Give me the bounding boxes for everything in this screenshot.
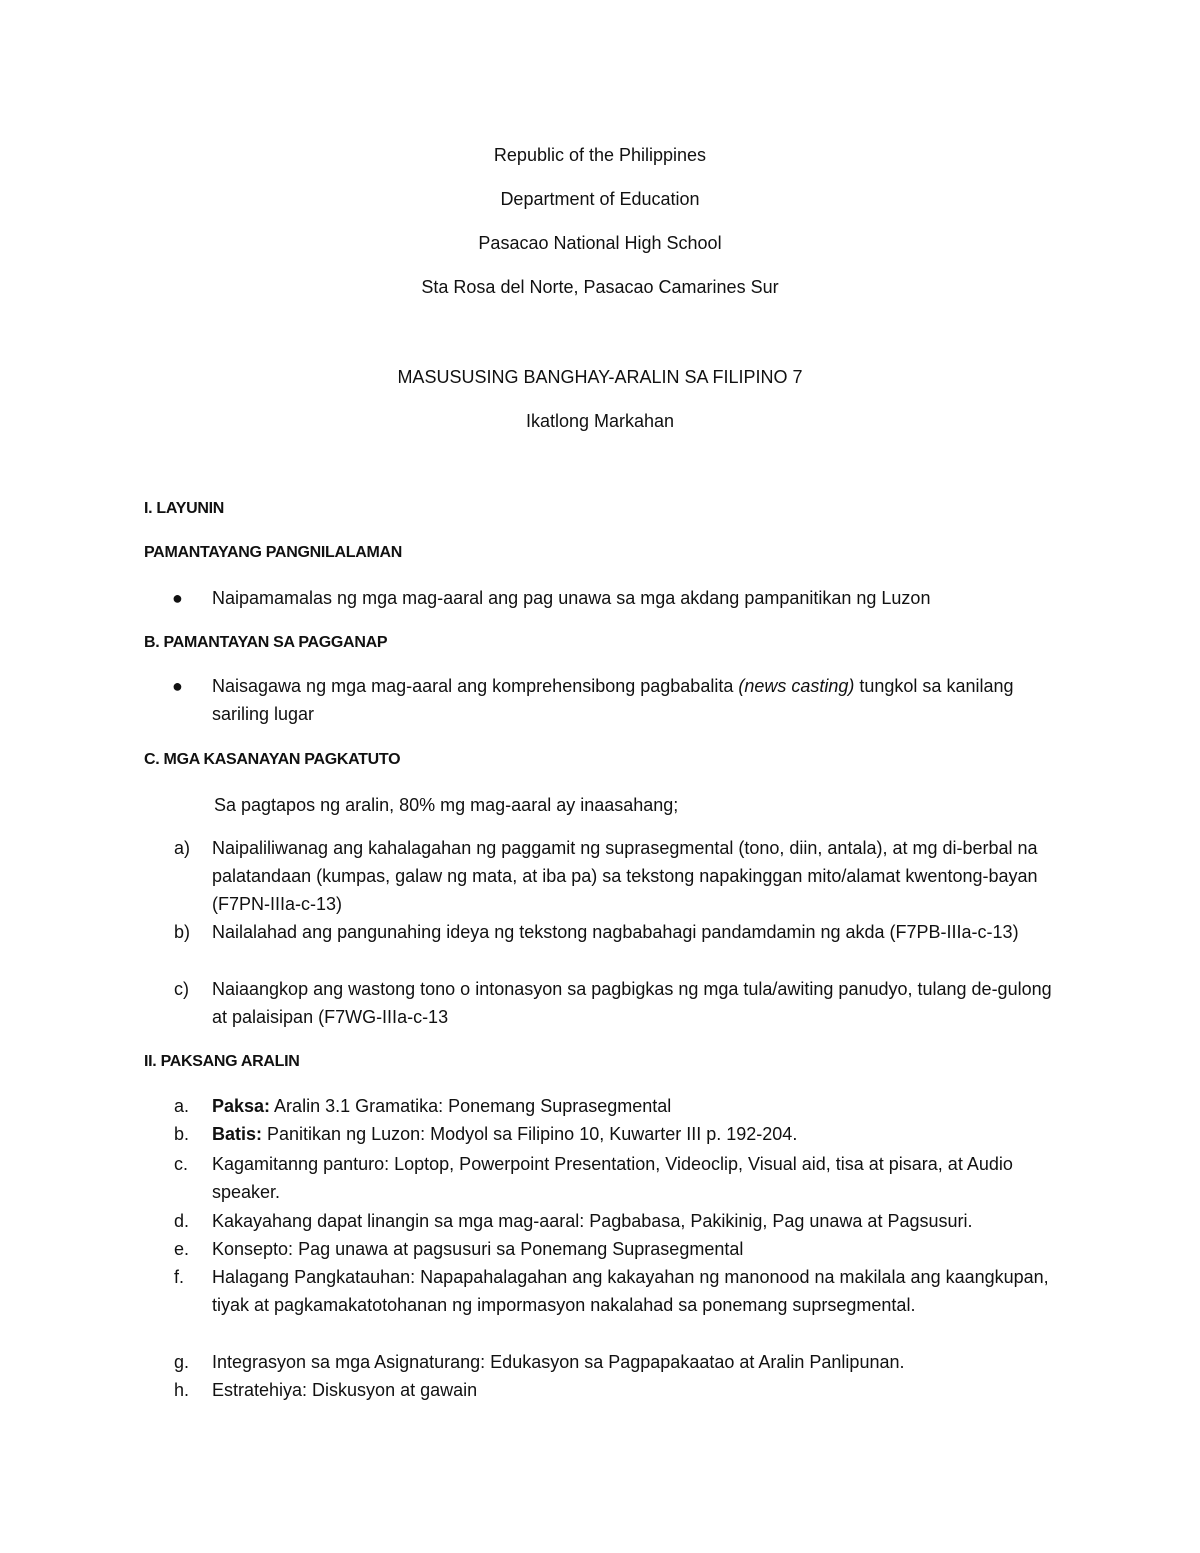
list-text: Estratehiya: Diskusyon at gawain — [212, 1380, 478, 1400]
list-text — [212, 1120, 1054, 1148]
bullet-item — [172, 584, 1052, 612]
header-address: Sta Rosa del Norte, Pasacao Camarines Sur — [421, 277, 779, 297]
list-item — [174, 1376, 1054, 1404]
list-marker: a) — [174, 838, 191, 858]
bullet-text-tail: tungkol sa kanilang sariling lugar — [212, 676, 1014, 724]
list-item — [174, 1263, 1054, 1319]
list-marker: b. — [174, 1124, 190, 1144]
bullet-icon: ● — [172, 676, 183, 696]
list-item — [174, 1150, 1054, 1206]
list-label: Paksa: — [212, 1096, 271, 1116]
list-marker: h. — [174, 1380, 190, 1400]
list-text: Integrasyon sa mga Asignaturang: Edukasyon sa Pagpapakaatao at Aralin Panlipunan. — [212, 1352, 905, 1372]
list-item — [174, 1120, 1054, 1148]
kasanayan-intro: Sa pagtapos ng aralin, 80% mg mag-aaral ay inaasahang; — [214, 795, 679, 815]
list-item — [174, 1207, 1054, 1235]
bullet-item — [172, 672, 1052, 728]
list-marker: g. — [174, 1352, 190, 1372]
list-item — [174, 1348, 1054, 1376]
list-marker: c. — [174, 1154, 189, 1174]
list-marker: e. — [174, 1239, 190, 1259]
list-text: Konsepto: Pag unawa at pagsusuri sa Ponemang Suprasegmental — [212, 1239, 744, 1259]
list-item — [174, 834, 1054, 918]
bullet-text-italic: (news casting) — [738, 676, 855, 696]
list-item — [174, 975, 1054, 1031]
bullet-text: Naipamamalas ng mga mag-aaral ang pag unawa sa mga akdang pampanitikan ng Luzon — [212, 588, 931, 608]
list-item — [174, 918, 1054, 946]
subheading-pamantayang-pangnilalaman: PAMANTAYANG PANGNILALAMAN — [144, 544, 402, 561]
list-item — [174, 1092, 1054, 1120]
list-label: Batis: — [212, 1124, 263, 1144]
section-heading-layunin: I. LAYUNIN — [144, 500, 224, 517]
list-text: Naiaangkop ang wastong tono o intonasyon sa pagbigkas ng mga tula/awiting panudyo, tulang de-gulong at palaisipan (F7WG-IIIa-c-13 — [212, 979, 1052, 1027]
header-department: Department of Education — [500, 189, 700, 209]
subheading-kasanayan-pagkatuto: C. MGA KASANAYAN PAGKATUTO — [144, 751, 401, 768]
header-republic: Republic of the Philippines — [493, 145, 707, 165]
document-title: MASUSUSING BANGHAY-ARALIN SA FILIPINO 7 — [397, 367, 803, 387]
bullet-text-main: Naisagawa ng mga mag-aaral ang komprehensibong pagbabalita — [212, 676, 739, 696]
list-text: Kakayahang dapat linangin sa mga mag-aaral: Pagbabasa, Pakikinig, Pag unawa at Pagsusuri. — [212, 1211, 973, 1231]
list-text: Kagamitanng panturo: Loptop, Powerpoint Presentation, Videoclip, Visual aid, tisa at pisara, at Audio speaker. — [212, 1154, 1013, 1202]
subheading-pamantayan-sa-pagganap: B. PAMANTAYAN SA PAGGANAP — [144, 634, 388, 651]
list-text: Naipaliliwanag ang kahalagahan ng paggamit ng suprasegmental (tono, diin, antala), at mg di-berbal na palatandaan (kumpas, galaw ng mata, at iba pa) sa tekstong napakinggan mito/alamat kwentong-bayan (F7PN-IIIa-c-13) — [212, 838, 1038, 914]
list-value: Aralin 3.1 Gramatika: Ponemang Suprasegmental — [270, 1096, 672, 1116]
list-marker: c) — [174, 979, 189, 999]
list-marker: a. — [174, 1096, 190, 1116]
section-heading-paksang-aralin: II. PAKSANG ARALIN — [144, 1053, 300, 1070]
list-marker: b) — [174, 922, 191, 942]
list-text — [212, 1092, 1054, 1120]
list-value: Panitikan ng Luzon: Modyol sa Filipino 10, Kuwarter III p. 192-204. — [262, 1124, 798, 1144]
header-school: Pasacao National High School — [478, 233, 722, 253]
bullet-text — [212, 672, 1052, 728]
document-subtitle: Ikatlong Markahan — [525, 411, 675, 431]
bullet-icon: ● — [172, 588, 183, 608]
list-marker: f. — [174, 1267, 185, 1287]
list-text: Halagang Pangkatauhan: Napapahalagahan ang kakayahan ng manonood na makilala ang kaangkupan, tiyak at pagkamakatotohanan ng impormasyon nakalahad sa ponemang suprsegmental. — [212, 1267, 1049, 1315]
list-item — [174, 1235, 1054, 1263]
list-marker: d. — [174, 1211, 190, 1231]
list-text: Nailalahad ang pangunahing ideya ng tekstong nagbabahagi pandamdamin ng akda (F7PB-IIIa-c-13) — [212, 922, 1019, 942]
